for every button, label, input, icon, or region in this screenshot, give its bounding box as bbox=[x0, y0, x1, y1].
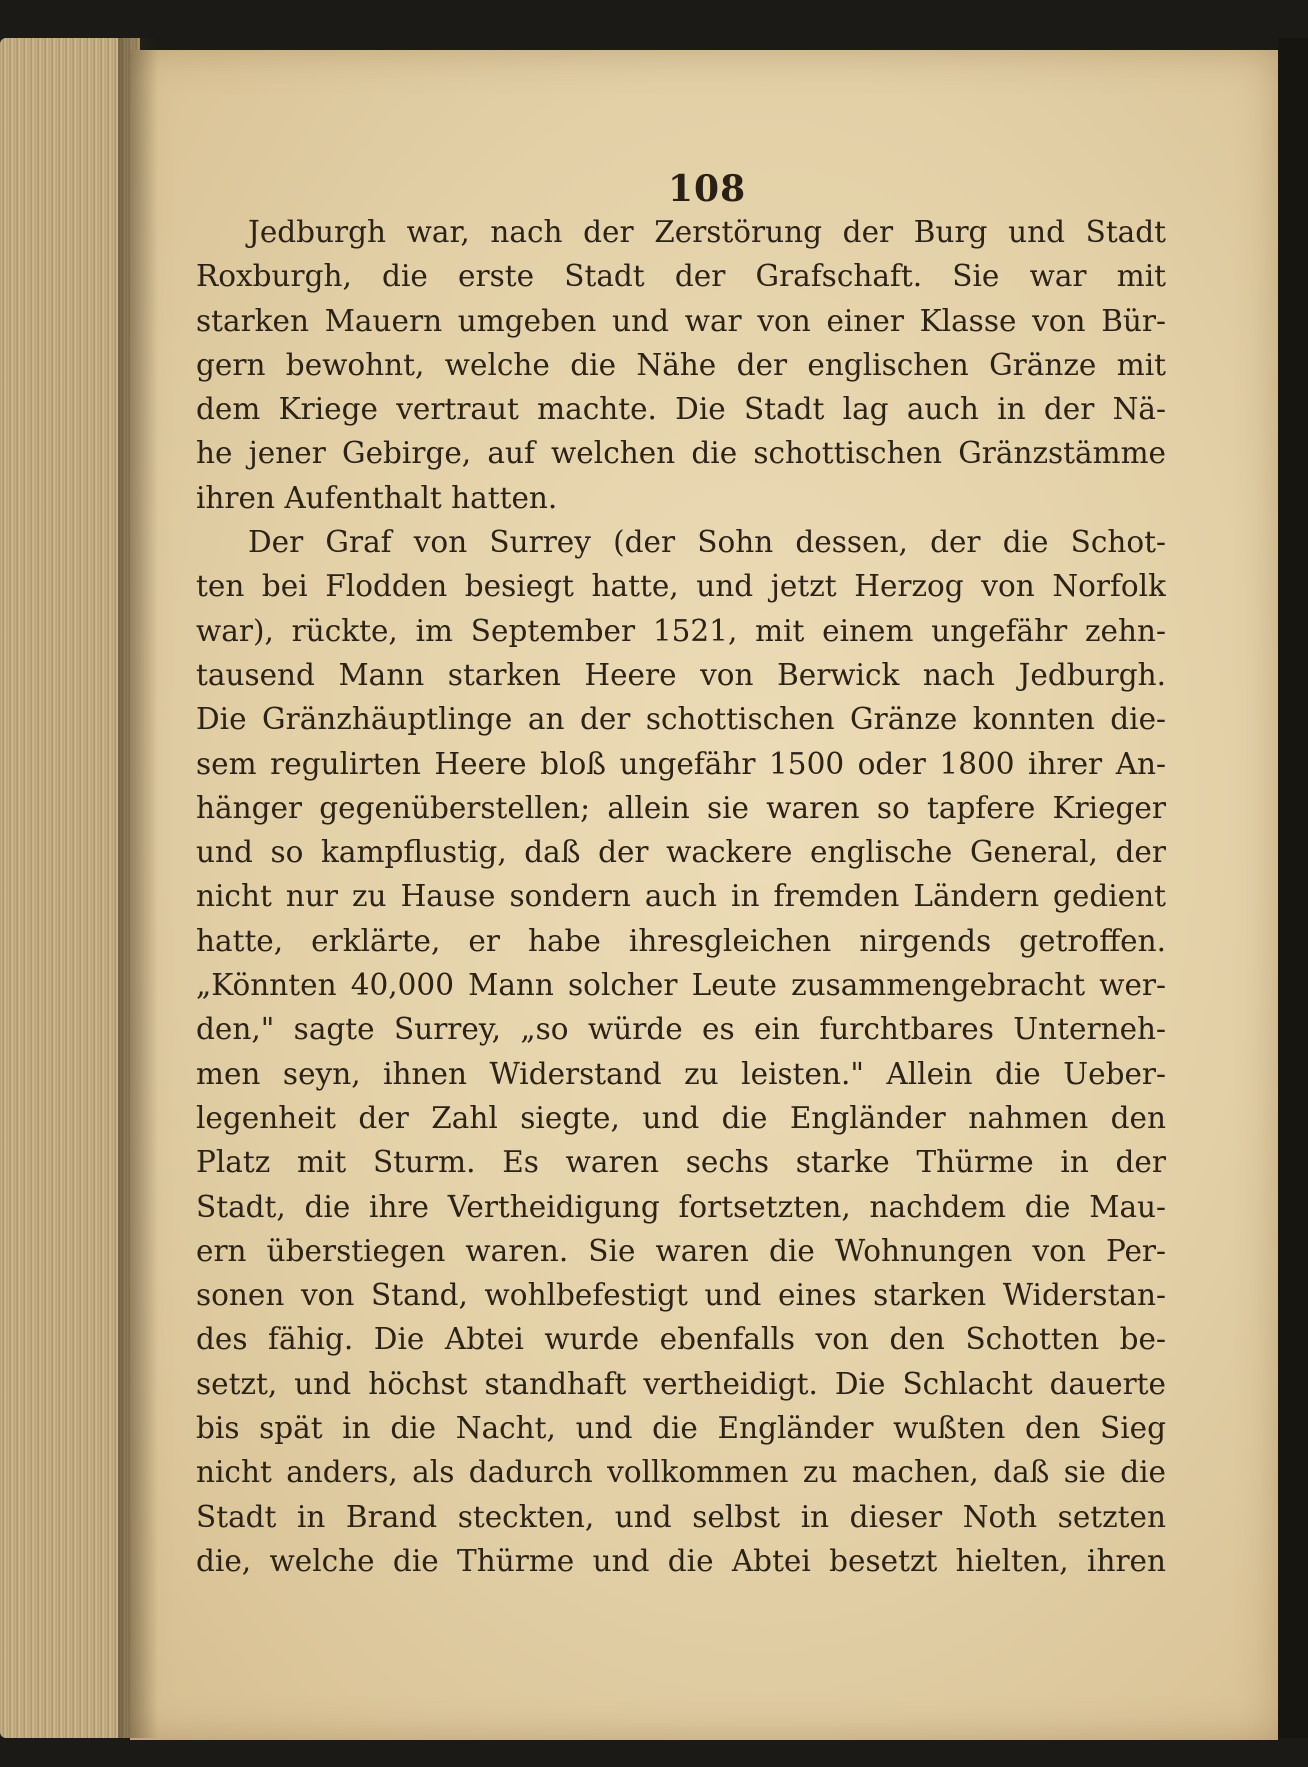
text-line: nicht anders, als dadurch vollkommen zu machen, daß sie die bbox=[196, 1455, 1166, 1490]
text-line: ihren Aufenthalt hatten. bbox=[196, 480, 558, 515]
text-line: hänger gegenüberstellen; allein sie waren so tapfere Krieger bbox=[196, 790, 1166, 825]
text-line: Die Gränzhäuptlinge an der schottischen Gränze konnten die- bbox=[196, 702, 1166, 737]
body-text bbox=[196, 210, 1166, 1583]
text-line: setzt, und höchst standhaft vertheidigt. Die Schlacht dauerte bbox=[196, 1366, 1166, 1401]
text-line: und so kampflustig, daß der wackere englische General, der bbox=[196, 835, 1166, 870]
text-line: des fähig. Die Abtei wurde ebenfalls von den Schotten be- bbox=[196, 1322, 1166, 1357]
text-line: Der Graf von Surrey (der Sohn dessen, der die Schot- bbox=[248, 525, 1166, 560]
text-line: Roxburgh, die erste Stadt der Grafschaft. Sie war mit bbox=[196, 259, 1166, 294]
text-line: gern bewohnt, welche die Nähe der englischen Gränze mit bbox=[196, 347, 1166, 382]
text-line: war), rückte, im September 1521, mit einem ungefähr zehn- bbox=[196, 613, 1166, 648]
text-line: nicht nur zu Hause sondern auch in fremden Ländern gedient bbox=[196, 879, 1166, 914]
text-line: hatte, erklärte, er habe ihresgleichen nirgends getroffen. bbox=[196, 923, 1166, 958]
text-line: Jedburgh war, nach der Zerstörung der Burg und Stadt bbox=[248, 215, 1166, 249]
text-line: Platz mit Sturm. Es waren sechs starke Thürme in der bbox=[196, 1145, 1166, 1180]
text-line: legenheit der Zahl siegte, und die Engländer nahmen den bbox=[196, 1100, 1166, 1135]
text-line: men seyn, ihnen Widerstand zu leisten." Allein die Ueber- bbox=[196, 1056, 1166, 1091]
text-line: bis spät in die Nacht, und die Engländer wußten den Sieg bbox=[196, 1411, 1166, 1446]
text-line: sem regulirten Heere bloß ungefähr 1500 oder 1800 ihrer An- bbox=[196, 746, 1166, 781]
scan-border bbox=[1278, 38, 1308, 1738]
text-line: he jener Gebirge, auf welchen die schottischen Gränzstämme bbox=[196, 436, 1166, 471]
gutter-shadow bbox=[118, 38, 158, 1738]
text-line: ten bei Flodden besiegt hatte, und jetzt Herzog von Norfolk bbox=[196, 569, 1166, 604]
text-line: starken Mauern umgeben und war von einer Klasse von Bür- bbox=[196, 303, 1166, 338]
text-line: tausend Mann starken Heere von Berwick nach Jedburgh. bbox=[196, 657, 1166, 692]
text-line: „Könnten 40,000 Mann solcher Leute zusammengebracht wer- bbox=[196, 968, 1166, 1003]
text-line: den," sagte Surrey, „so würde es ein furchtbares Unterneh- bbox=[196, 1012, 1166, 1047]
text-line: ern überstiegen waren. Sie waren die Wohnungen von Per- bbox=[196, 1233, 1166, 1268]
text-line: dem Kriege vertraut machte. Die Stadt lag auch in der Nä- bbox=[196, 392, 1166, 427]
page-number: 108 bbox=[668, 168, 747, 210]
text-line: die, welche die Thürme und die Abtei besetzt hielten, ihren bbox=[196, 1543, 1166, 1578]
text-line: sonen von Stand, wohlbefestigt und eines starken Widerstan- bbox=[196, 1278, 1166, 1313]
text-line: Stadt, die ihre Vertheidigung fortsetzten, nachdem die Mau- bbox=[196, 1189, 1166, 1224]
text-line: Stadt in Brand steckten, und selbst in dieser Noth setzten bbox=[196, 1499, 1166, 1534]
